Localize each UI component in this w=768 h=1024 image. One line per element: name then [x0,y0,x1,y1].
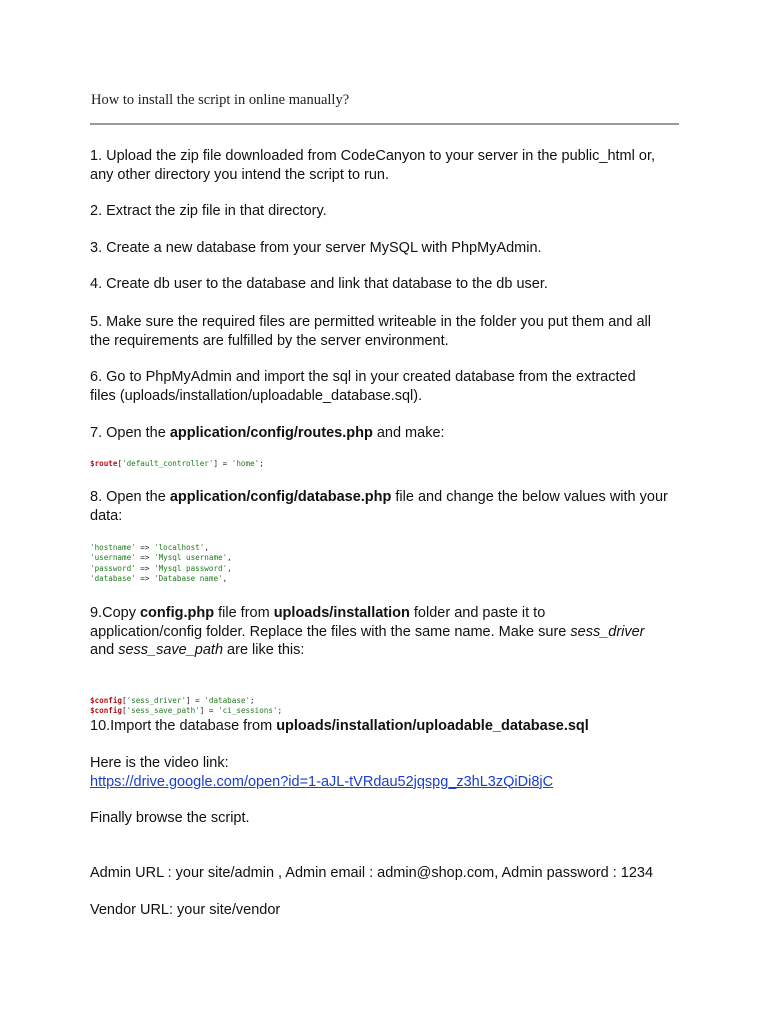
code-line-sess-driver [90,696,282,706]
database-file-path: application/config/database.php [169,489,392,505]
code-line-hostname [90,543,232,553]
code-arrow: => [135,563,155,573]
code-key: 'default_controller' [122,459,214,468]
code-key: 'username' [90,553,136,563]
step-8-suffix: file and change the below values with your [391,489,668,505]
admin-credentials: Admin URL : your site/admin , Admin email : admin@shop.com, Admin password : 1234 [90,865,654,881]
step-7 [90,424,690,443]
step-5-line-1: 5. Make sure the required files are permitted writeable in the folder you put them and all [90,314,651,330]
code-value: 'ci_sessions' [218,706,278,716]
step-9-text-1: 9.Copy [90,605,140,621]
code-end: , [222,574,228,584]
code-end: ; [259,459,264,468]
step-10 [90,717,690,736]
video-section [90,754,690,791]
code-assign: ] = [199,706,219,716]
finally-text: Finally browse the script. [90,810,250,826]
step-8-line-1 [90,488,690,507]
step-4: 4. Create db user to the database and link that database to the db user. [90,276,548,292]
code-value: 'Mysql username' [154,553,228,563]
code-key: 'sess_driver' [126,696,187,705]
step-5-line-2: the requirements are fulfilled by the server environment. [90,332,449,349]
code-bracket: [ [122,696,127,705]
step-5 [90,313,690,350]
step-9-line-1 [90,604,690,623]
step-6 [90,368,690,405]
page-title: How to install the script in online manually? [91,92,350,108]
step-1-line-1: 1. Upload the zip file downloaded from CodeCanyon to your server in the public_html or, [90,148,656,164]
code-key: 'password' [90,563,136,573]
routes-file-path: application/config/routes.php [169,425,373,441]
code-var: $route [90,459,118,468]
code-var: $config [90,706,123,716]
step-2: 2. Extract the zip file in that directory. [90,203,327,219]
sess-driver-term: sess_driver [570,623,645,640]
step-1-line-2: any other directory you intend the script to run. [90,166,390,183]
code-key: 'hostname' [90,543,136,552]
step-9-text-4: application/config folder. Replace the files with the same name. Make sure [90,623,571,640]
step-1 [90,147,690,184]
title-divider [90,123,679,125]
step-9-text-6: are like this: [223,642,305,658]
code-end: ; [277,706,283,716]
code-end: , [227,563,232,573]
config-code-snippet [90,696,282,717]
code-assign: ] = [213,459,232,468]
code-end: , [227,553,232,563]
video-link[interactable]: https://drive.google.com/open?id=1-aJL-tVRdau52jqspg_z3hL3zQiDi8jC [90,773,554,790]
step-7-prefix: 7. Open the [90,425,170,441]
sess-save-path-term: sess_save_path [118,642,224,658]
code-arrow: => [135,543,155,552]
step-9-text-3: folder and paste it to [409,605,546,621]
step-8-line-2: data: [90,507,123,524]
sql-file-path: uploads/installation/uploadable_database.sql [276,718,589,734]
step-9-text-5: and [90,642,119,658]
code-key: 'database' [90,574,136,584]
code-value: 'home' [231,459,260,468]
code-bracket: [ [117,459,123,468]
step-9-line-3 [90,641,690,660]
step-6-line-1: 6. Go to PhpMyAdmin and import the sql in your created database from the extracted [90,369,636,385]
code-value: 'localhost' [154,543,205,552]
step-6-line-2: files (uploads/installation/uploadable_database.sql). [90,387,423,404]
step-9-text-2: file from [214,605,274,621]
step-8 [90,488,690,525]
video-label: Here is the video link: [90,755,229,771]
code-line-username [90,553,232,563]
installation-folder: uploads/installation [273,605,410,621]
code-arrow: => [135,553,155,563]
code-key: 'sess_save_path' [126,706,200,716]
step-9 [90,604,690,660]
step-3: 3. Create a new database from your server MySQL with PhpMyAdmin. [90,240,542,256]
code-bracket: [ [122,706,127,716]
step-9-line-2 [90,623,690,642]
code-value: 'Mysql password' [154,563,228,573]
step-7-suffix: and make: [372,425,445,441]
code-line-sess-save-path [90,706,282,716]
code-arrow: => [135,574,155,584]
code-line-password [90,564,232,574]
routes-code-snippet [90,459,264,469]
code-value: 'Database name' [154,574,223,584]
vendor-url: Vendor URL: your site/vendor [90,902,281,918]
step-8-prefix: 8. Open the [90,489,170,505]
code-var: $config [90,696,123,705]
code-end: ; [250,696,255,705]
code-assign: ] = [186,696,205,705]
step-10-prefix: 10.Import the database from [90,718,277,734]
config-file-name: config.php [139,605,215,621]
code-value: 'database' [204,696,251,705]
code-line-database [90,574,232,584]
code-end: , [204,543,209,552]
database-code-snippet [90,543,232,585]
